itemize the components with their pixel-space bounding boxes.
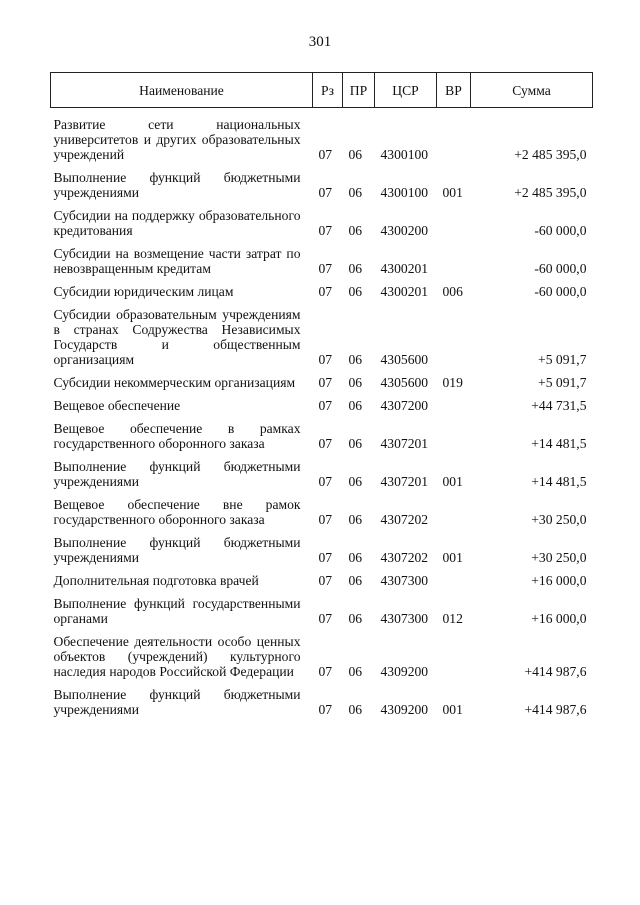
table-row [51, 489, 593, 527]
table-row [51, 367, 593, 390]
cell-vr [437, 626, 471, 679]
cell-sum: +14 481,5 [531, 474, 587, 489]
cell-rz: 07 [318, 664, 333, 679]
cell-name: Выполнение функций бюджетными учреждениями [53, 459, 301, 489]
cell-rz: 07 [318, 147, 333, 162]
table-header [51, 73, 593, 108]
cell-vr: 006 [442, 284, 463, 299]
cell-vr: 001 [442, 550, 463, 565]
table-row [51, 679, 593, 717]
cell-name: Субсидии некоммерческим организациям [53, 375, 296, 390]
table-row [51, 588, 593, 626]
cell-sum: +30 250,0 [531, 512, 587, 527]
header-pr: ПР [343, 73, 375, 108]
cell-rz: 07 [318, 512, 333, 527]
cell-vr: 019 [442, 375, 463, 390]
cell-csr: 4307200 [380, 398, 429, 413]
cell-csr: 4309200 [380, 664, 429, 679]
cell-name: Субсидии на поддержку образовательного кредитования [53, 208, 301, 238]
cell-csr: 4307201 [380, 474, 429, 489]
table-row [51, 200, 593, 238]
cell-pr: 06 [348, 398, 363, 413]
cell-sum: -60 000,0 [534, 261, 587, 276]
cell-pr: 06 [348, 611, 363, 626]
cell-name: Субсидии образовательным учреждениям в странах Содружества Независимых Государств и общественным организациям [53, 307, 301, 367]
cell-rz: 07 [318, 611, 333, 626]
cell-sum: +414 987,6 [524, 664, 587, 679]
cell-name: Вещевое обеспечение [53, 398, 181, 413]
cell-vr [437, 413, 471, 451]
cell-pr: 06 [348, 352, 363, 367]
cell-rz: 07 [318, 573, 333, 588]
cell-rz: 07 [318, 702, 333, 717]
cell-rz: 07 [318, 474, 333, 489]
table-row [51, 413, 593, 451]
table-row [51, 626, 593, 679]
header-sum: Сумма [471, 73, 593, 108]
cell-pr: 06 [348, 702, 363, 717]
cell-name: Выполнение функций бюджетными учреждениями [53, 535, 301, 565]
cell-vr: 012 [442, 611, 463, 626]
cell-name: Дополнительная подготовка врачей [53, 573, 259, 588]
cell-vr [437, 299, 471, 367]
cell-vr [437, 108, 471, 163]
cell-name: Развитие сети национальных университетов и других образовательных учреждений [53, 117, 301, 162]
cell-rz: 07 [318, 375, 333, 390]
cell-name: Субсидии на возмещение части затрат по невозвращенным кредитам [53, 246, 301, 276]
cell-pr: 06 [348, 474, 363, 489]
cell-name: Вещевое обеспечение вне рамок государственного оборонного заказа [53, 497, 301, 527]
cell-sum: +5 091,7 [538, 375, 587, 390]
table-row [51, 238, 593, 276]
cell-name: Выполнение функций бюджетными учреждениями [53, 687, 301, 717]
table-row [51, 451, 593, 489]
cell-csr: 4300100 [380, 185, 429, 200]
cell-pr: 06 [348, 550, 363, 565]
cell-sum: +2 485 395,0 [514, 185, 587, 200]
cell-vr [437, 200, 471, 238]
table-row [51, 276, 593, 299]
table-row [51, 565, 593, 588]
cell-csr: 4307300 [380, 611, 429, 626]
cell-sum: +14 481,5 [531, 436, 587, 451]
cell-sum: +44 731,5 [531, 398, 587, 413]
header-rz: Рз [313, 73, 343, 108]
cell-csr: 4305600 [380, 352, 429, 367]
cell-pr: 06 [348, 147, 363, 162]
budget-table [50, 72, 593, 717]
cell-sum: +16 000,0 [531, 611, 587, 626]
page-number: 301 [308, 34, 332, 50]
cell-vr [437, 390, 471, 413]
cell-rz: 07 [318, 398, 333, 413]
cell-csr: 4305600 [380, 375, 429, 390]
cell-vr: 001 [442, 474, 463, 489]
header-name: Наименование [51, 73, 313, 108]
cell-sum: +30 250,0 [531, 550, 587, 565]
cell-csr: 4300200 [380, 223, 429, 238]
cell-name: Выполнение функций государственными органами [53, 596, 301, 626]
table-row [51, 162, 593, 200]
cell-sum: +16 000,0 [531, 573, 587, 588]
cell-csr: 4300201 [380, 284, 429, 299]
cell-csr: 4307202 [380, 550, 429, 565]
cell-csr: 4300100 [380, 147, 429, 162]
cell-vr [437, 238, 471, 276]
cell-vr: 001 [442, 702, 463, 717]
cell-sum: +2 485 395,0 [514, 147, 587, 162]
cell-pr: 06 [348, 284, 363, 299]
cell-rz: 07 [318, 436, 333, 451]
cell-csr: 4309200 [380, 702, 429, 717]
cell-rz: 07 [318, 284, 333, 299]
cell-vr: 001 [442, 185, 463, 200]
cell-name: Вещевое обеспечение в рамках государственного оборонного заказа [53, 421, 301, 451]
header-vr: ВР [437, 73, 471, 108]
cell-pr: 06 [348, 223, 363, 238]
cell-rz: 07 [318, 352, 333, 367]
cell-name: Обеспечение деятельности особо ценных объектов (учреждений) культурного наследия народов Российской Федерации [53, 634, 301, 679]
header-csr: ЦСР [375, 73, 437, 108]
cell-sum: +5 091,7 [538, 352, 587, 367]
cell-pr: 06 [348, 512, 363, 527]
cell-vr [437, 565, 471, 588]
table-body [51, 108, 593, 718]
cell-rz: 07 [318, 185, 333, 200]
table-row [51, 108, 593, 163]
cell-sum: -60 000,0 [534, 284, 587, 299]
table-row [51, 299, 593, 367]
cell-csr: 4307300 [380, 573, 429, 588]
cell-pr: 06 [348, 573, 363, 588]
cell-sum: -60 000,0 [534, 223, 587, 238]
cell-csr: 4307202 [380, 512, 429, 527]
cell-rz: 07 [318, 223, 333, 238]
cell-pr: 06 [348, 436, 363, 451]
cell-csr: 4300201 [380, 261, 429, 276]
cell-name: Субсидии юридическим лицам [53, 284, 234, 299]
cell-name: Выполнение функций бюджетными учреждениями [53, 170, 301, 200]
cell-pr: 06 [348, 185, 363, 200]
cell-rz: 07 [318, 261, 333, 276]
cell-vr [437, 489, 471, 527]
cell-pr: 06 [348, 664, 363, 679]
cell-sum: +414 987,6 [524, 702, 587, 717]
cell-rz: 07 [318, 550, 333, 565]
cell-csr: 4307201 [380, 436, 429, 451]
table-row [51, 390, 593, 413]
cell-pr: 06 [348, 261, 363, 276]
table-row [51, 527, 593, 565]
cell-pr: 06 [348, 375, 363, 390]
